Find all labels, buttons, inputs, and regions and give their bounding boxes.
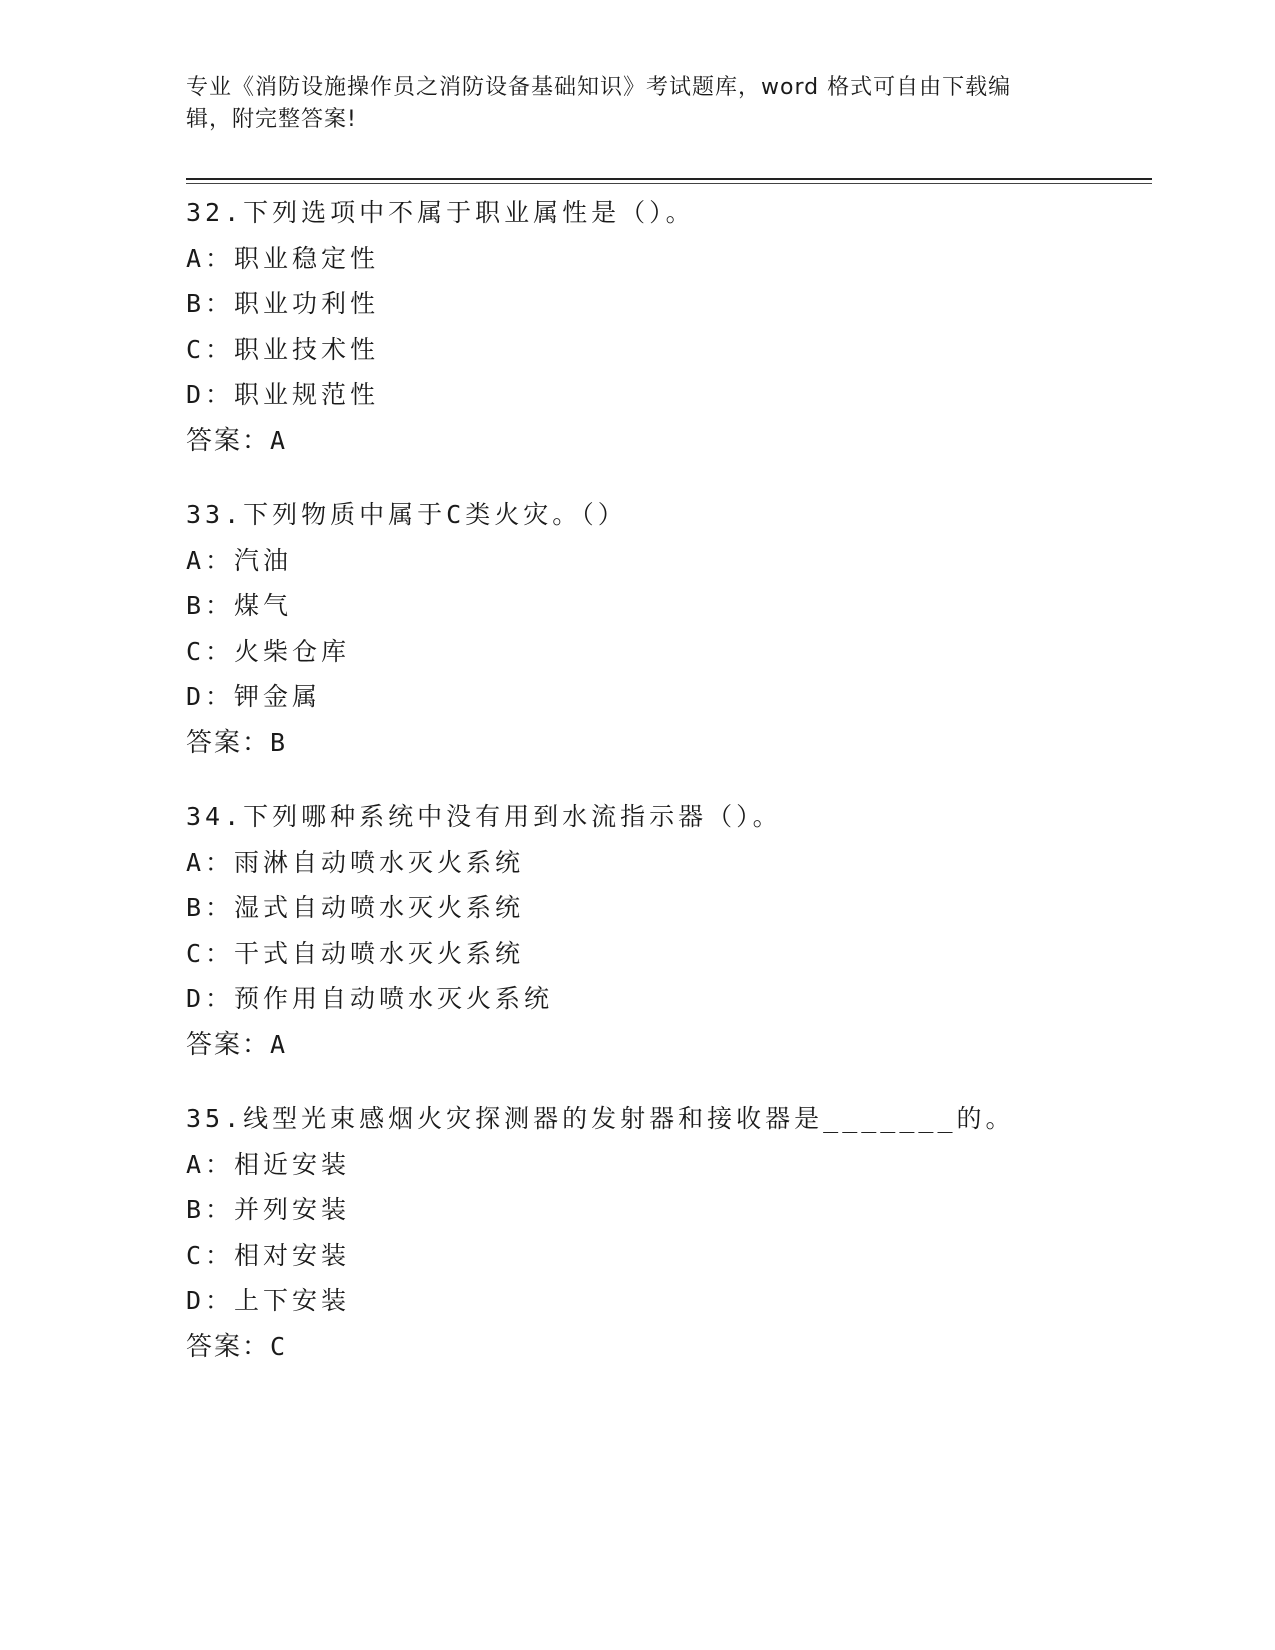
question-34 (186, 794, 1152, 1067)
question-stem: 35.线型光束感烟火灾探测器的发射器和接收器是_______的。 (186, 1104, 1015, 1133)
header-divider-thin (186, 183, 1152, 184)
option-a: A：职业稳定性 (186, 243, 380, 273)
option-a: A：雨淋自动喷水灭火系统 (186, 847, 525, 877)
answer-label: 答案： (186, 1331, 271, 1362)
answer-label: 答案： (186, 425, 271, 456)
answer-value: C (270, 1331, 286, 1361)
header-intro-line-2: 辑，附完整答案! (186, 107, 357, 132)
answer-value: A (270, 425, 286, 455)
question-stem: 33.下列物质中属于C类火灾。（） (186, 500, 627, 529)
answer-line (186, 1022, 1152, 1068)
option-c: C：干式自动喷水灭火系统 (186, 938, 525, 968)
answer-value: B (270, 727, 286, 757)
answer-line (186, 418, 1152, 464)
option-c: C：火柴仓库 (186, 636, 351, 666)
answer-value: A (270, 1029, 286, 1059)
option-d: D：职业规范性 (186, 380, 380, 409)
option-c: C：职业技术性 (186, 334, 380, 364)
option-b: B：职业功利性 (186, 289, 380, 318)
answer-label: 答案： (186, 727, 271, 758)
question-32 (186, 190, 1152, 463)
header-divider-thick (186, 178, 1152, 180)
answer-line (186, 1324, 1152, 1370)
question-stem: 34.下列哪种系统中没有用到水流指示器（）。 (186, 802, 782, 831)
document-header (186, 72, 1066, 136)
answer-label: 答案： (186, 1029, 271, 1060)
option-b: B：煤气 (186, 591, 293, 620)
option-b: B：并列安装 (186, 1195, 351, 1224)
option-d: D：钾金属 (186, 682, 322, 711)
option-b: B：湿式自动喷水灭火系统 (186, 893, 525, 922)
option-c: C：相对安装 (186, 1240, 351, 1270)
question-stem: 32.下列选项中不属于职业属性是（）。 (186, 198, 695, 227)
answer-line (186, 720, 1152, 766)
option-d: D：预作用自动喷水灭火系统 (186, 984, 554, 1013)
option-d: D：上下安装 (186, 1286, 351, 1315)
header-intro-line-1: 专业《消防设施操作员之消防设备基础知识》考试题库，word 格式可自由下载编 (186, 75, 1012, 100)
option-a: A：汽油 (186, 545, 293, 575)
question-33 (186, 492, 1152, 765)
question-35 (186, 1096, 1152, 1369)
question-list (186, 190, 1152, 1398)
option-a: A：相近安装 (186, 1149, 351, 1179)
